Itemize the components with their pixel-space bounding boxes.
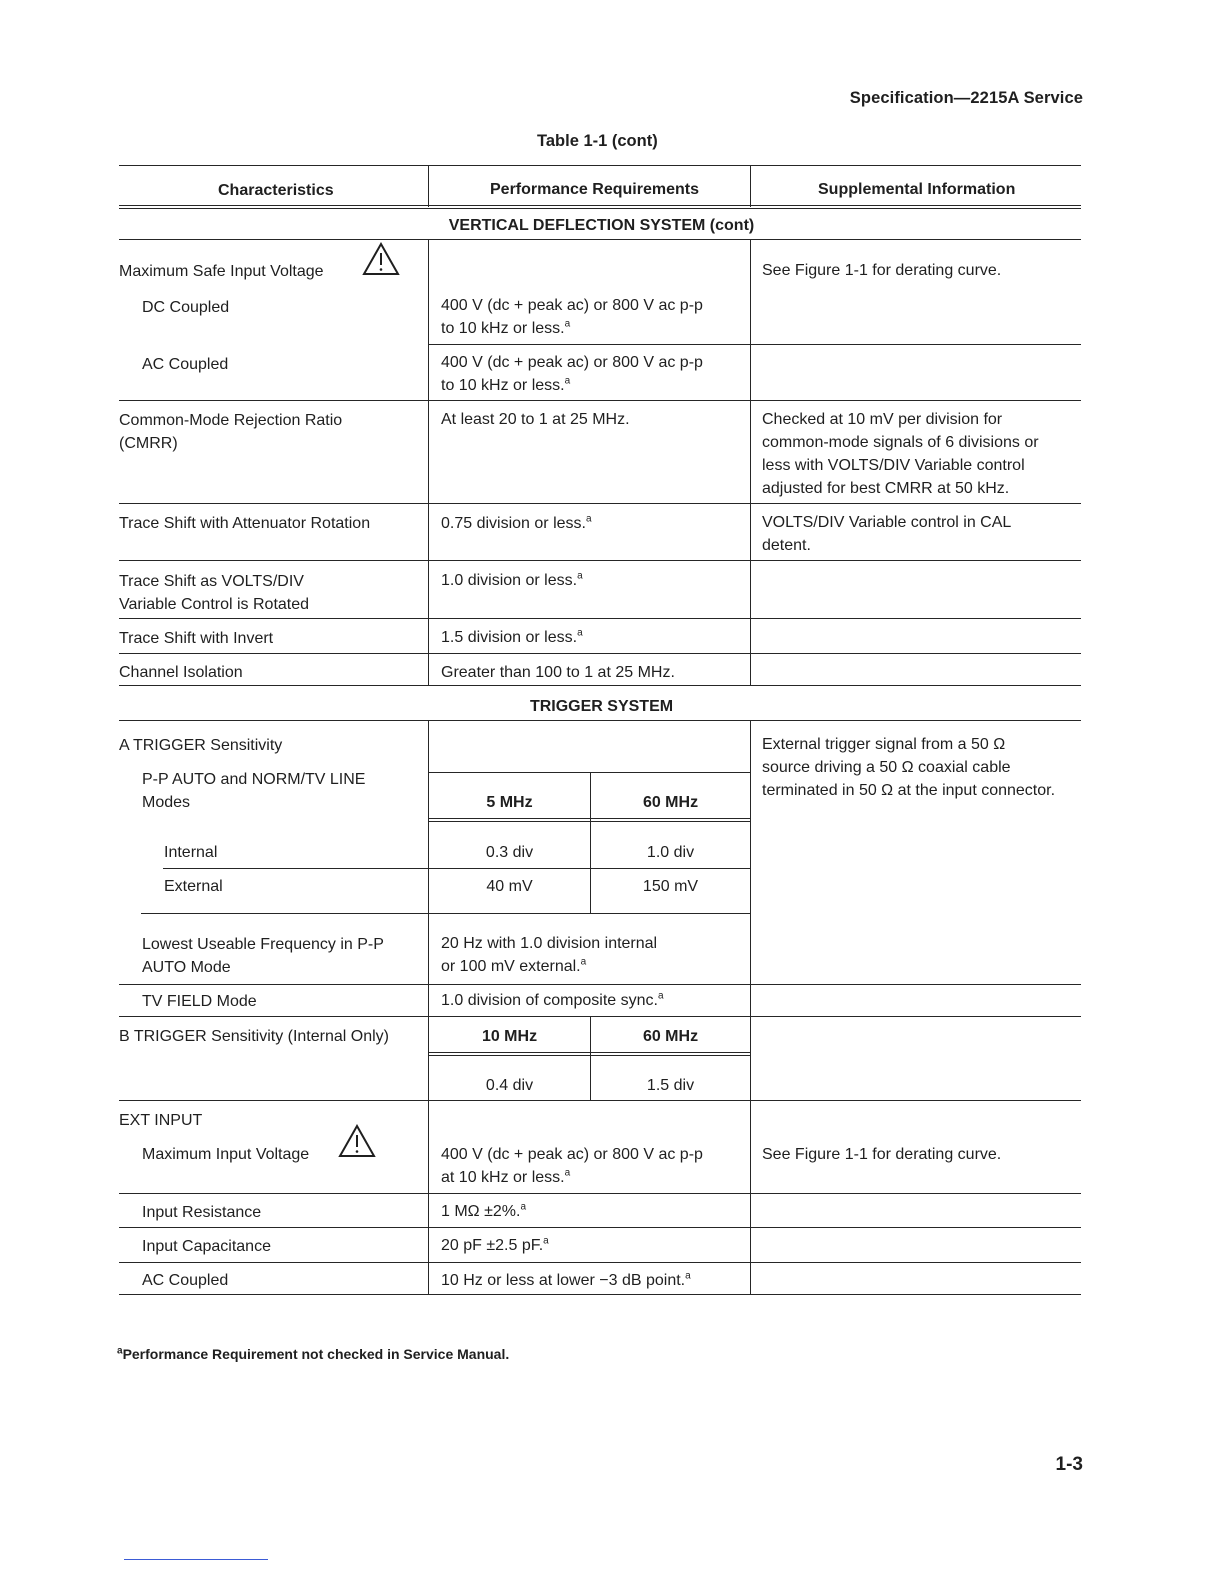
footnote-marker: a — [117, 1345, 123, 1357]
a-trigger-mode-line1: P-P AUTO and NORM/TV LINE — [142, 771, 366, 788]
footnote-marker: a — [658, 990, 664, 1002]
page-number: 1-3 — [1055, 1454, 1083, 1475]
trace-invert-perf: 1.5 division or less.$^a$ — [441, 627, 583, 646]
lowest-freq-label-line1: Lowest Useable Frequency in P-P — [142, 936, 384, 953]
trace-atten-label: Trace Shift with Attenuator Rotation — [119, 515, 371, 532]
external-label: External — [164, 878, 223, 895]
external-5mhz-value: 40 mV — [486, 878, 533, 895]
warning-triangle-icon — [362, 242, 400, 276]
running-title: Specification—2215A Service — [849, 89, 1083, 107]
a-trigger-mode-line2: Modes — [142, 794, 191, 811]
b-trigger-10mhz-value: 0.4 div — [485, 1077, 534, 1094]
b-trigger-label: B TRIGGER Sensitivity (Internal Only) — [119, 1028, 389, 1045]
external-60mhz-value: 150 mV — [642, 878, 699, 895]
b-trigger-col-60mhz: 60 MHz — [642, 1028, 699, 1045]
ac-coupled-label: AC Coupled — [142, 356, 229, 373]
max-safe-label: Maximum Safe Input Voltage — [119, 263, 324, 280]
trace-volts-label-line2: Variable Control is Rotated — [119, 596, 310, 613]
a-trigger-label: A TRIGGER Sensitivity — [119, 737, 283, 754]
lowest-freq-perf-line1: 20 Hz with 1.0 division internal — [441, 935, 658, 952]
footnote-marker: a — [580, 956, 587, 968]
cmrr-supp-line1: Checked at 10 mV per division for — [762, 411, 1003, 428]
section-vertical: VERTICAL DEFLECTION SYSTEM (cont) — [448, 217, 755, 234]
b-trigger-col-10mhz: 10 MHz — [481, 1028, 538, 1045]
footnote-marker: a — [543, 1235, 549, 1247]
channel-iso-label: Channel Isolation — [119, 664, 243, 681]
max-input-perf-line1: 400 V (dc + peak ac) or 800 V ac p-p — [441, 1146, 703, 1163]
section-trigger: TRIGGER SYSTEM — [529, 698, 674, 715]
cmrr-label-line2: (CMRR) — [119, 435, 178, 452]
internal-60mhz-value: 1.0 div — [646, 844, 695, 861]
input-res-perf: 1 MΩ ±2%.$^a$ — [441, 1201, 526, 1220]
lowest-freq-label-line2: AUTO Mode — [142, 959, 231, 976]
input-cap-perf: 20 pF ±2.5 pF.$^a$ — [441, 1235, 549, 1254]
a-trigger-supp-line1: External trigger signal from a 50 Ω — [762, 736, 1006, 753]
column-header-supplemental: Supplemental Information — [818, 181, 1016, 198]
footnote-marker: a — [585, 513, 592, 525]
input-cap-label: Input Capacitance — [142, 1238, 271, 1255]
dc-coupled-label: DC Coupled — [142, 299, 230, 316]
trace-invert-label: Trace Shift with Invert — [119, 630, 274, 647]
column-header-characteristics: Characteristics — [218, 182, 334, 199]
internal-label: Internal — [164, 844, 218, 861]
cmrr-supp-line4: adjusted for best CMRR at 50 kHz. — [762, 480, 1010, 497]
max-input-label: Maximum Input Voltage — [142, 1146, 310, 1163]
ac-coupled-perf-line2: to 10 kHz or less.$^a$ — [441, 375, 571, 394]
input-res-label: Input Resistance — [142, 1204, 262, 1221]
ac-coupled2-perf: 10 Hz or less at lower −3 dB point.$^a$ — [441, 1270, 691, 1289]
trace-atten-perf: 0.75 division or less.$^a$ — [441, 513, 592, 532]
footnote-marker: a — [564, 375, 571, 387]
ac-coupled-perf-line1: 400 V (dc + peak ac) or 800 V ac p-p — [441, 354, 703, 371]
a-trigger-supp-line3: terminated in 50 Ω at the input connector. — [762, 782, 1056, 799]
trace-volts-label-line1: Trace Shift as VOLTS/DIV — [119, 573, 304, 590]
trace-atten-supp-line1: VOLTS/DIV Variable control in CAL — [762, 514, 1012, 531]
dc-coupled-perf-line1: 400 V (dc + peak ac) or 800 V ac p-p — [441, 297, 703, 314]
a-trigger-col-60mhz: 60 MHz — [642, 794, 699, 811]
cmrr-supp-line3: less with VOLTS/DIV Variable control — [762, 457, 1025, 474]
b-trigger-60mhz-value: 1.5 div — [646, 1077, 695, 1094]
tv-field-label: TV FIELD Mode — [142, 993, 257, 1010]
footnote: $^a$Performance Requirement not checked in Service Manual. — [117, 1345, 510, 1362]
table-title: Table 1-1 (cont) — [537, 132, 658, 150]
tv-field-perf: 1.0 division of composite sync.$^a$ — [441, 990, 664, 1009]
trace-atten-supp-line2: detent. — [762, 537, 811, 554]
ac-coupled2-label: AC Coupled — [142, 1272, 229, 1289]
footnote-marker: a — [577, 627, 583, 639]
column-header-performance: Performance Requirements — [490, 181, 699, 198]
footnote-marker: a — [685, 1270, 691, 1282]
dc-coupled-perf-line2: to 10 kHz or less.$^a$ — [441, 318, 571, 337]
ext-input-label: EXT INPUT — [119, 1112, 203, 1129]
cmrr-label-line1: Common-Mode Rejection Ratio — [119, 412, 343, 429]
footnote-marker: a — [564, 318, 571, 330]
internal-5mhz-value: 0.3 div — [485, 844, 534, 861]
footnote-marker: a — [577, 570, 583, 582]
cmrr-perf: At least 20 to 1 at 25 MHz. — [441, 411, 630, 428]
channel-iso-perf: Greater than 100 to 1 at 25 MHz. — [441, 664, 675, 681]
footnote-marker: a — [520, 1201, 526, 1213]
max-input-perf-line2: at 10 kHz or less.$^a$ — [441, 1167, 571, 1186]
max-safe-supp: See Figure 1-1 for derating curve. — [762, 262, 1002, 279]
lowest-freq-perf-line2: or 100 mV external.$^a$ — [441, 956, 587, 975]
trace-volts-perf: 1.0 division or less.$^a$ — [441, 570, 583, 589]
max-input-supp: See Figure 1-1 for derating curve. — [762, 1146, 1002, 1163]
warning-triangle-icon — [338, 1124, 376, 1158]
cmrr-supp-line2: common-mode signals of 6 divisions or — [762, 434, 1039, 451]
bottom-rule — [124, 1559, 268, 1560]
a-trigger-col-5mhz: 5 MHz — [486, 794, 533, 811]
footnote-marker: a — [564, 1167, 571, 1179]
a-trigger-supp-line2: source driving a 50 Ω coaxial cable — [762, 759, 1011, 776]
